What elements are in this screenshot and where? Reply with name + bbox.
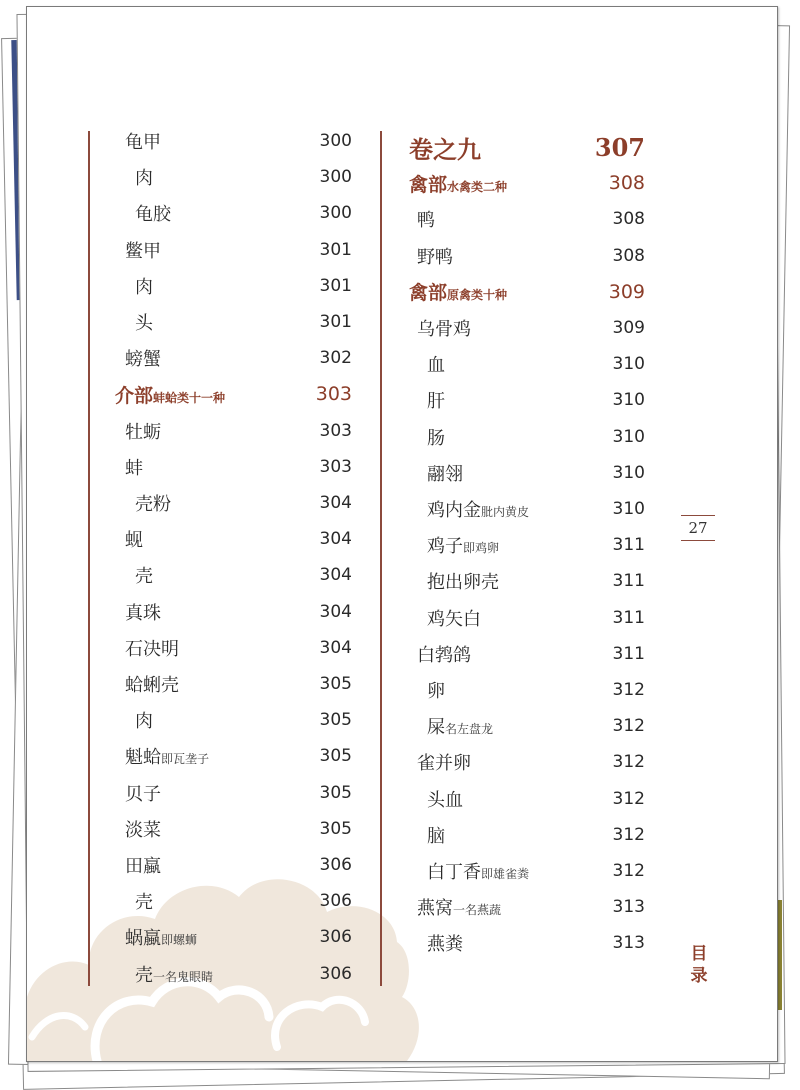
toc-entry-title: 雀并卵: [417, 753, 471, 775]
toc-entry: [135, 883, 352, 919]
toc-entry-title: 翮翎: [427, 463, 463, 485]
page-number-rule-bottom: [681, 540, 715, 541]
toc-entry-title: 禽部: [409, 282, 448, 305]
toc-entry-note: 一名燕蔬: [453, 903, 502, 918]
toc-entry-label: [409, 170, 507, 197]
toc-page-number: 306: [319, 927, 352, 948]
toc-page-number: 304: [319, 493, 352, 513]
toc-entry-label: [115, 381, 225, 408]
toc-entry-label: [427, 713, 493, 739]
toc-entry: [427, 455, 645, 491]
toc-page: [26, 6, 778, 1062]
toc-entry: [417, 744, 645, 780]
toc-entry: [125, 630, 352, 666]
toc-entry-title: 贝子: [125, 783, 161, 805]
toc-entry: [125, 340, 352, 376]
toc-entry-title: 蛤蜊壳: [125, 675, 179, 696]
toc-entry-label: [417, 206, 435, 232]
toc-entry-label: [125, 237, 161, 263]
toc-entry-note: 蚌蛤类十一种: [153, 390, 226, 405]
toc-entry-label: [427, 605, 481, 631]
toc-page-number: 304: [319, 601, 352, 622]
toc-entry: [125, 594, 352, 630]
toc-entry-title: 燕窝: [417, 898, 453, 920]
toc-page-number: 302: [319, 348, 352, 369]
toc-page-number: 300: [319, 167, 352, 188]
toc-entry: [427, 491, 645, 527]
toc-entry: [125, 449, 352, 485]
toc-entry-label: [125, 635, 179, 661]
toc-entry-label: [427, 786, 463, 812]
toc-entry-label: [427, 930, 463, 956]
toc-page-number: 311: [612, 571, 645, 592]
toc-entry-label: [427, 677, 445, 703]
toc-entry-title: 壳: [135, 892, 153, 914]
toc-entry-title: 鸡内金: [427, 500, 481, 521]
toc-page-number: 312: [612, 824, 645, 845]
toc-entry: [125, 413, 352, 449]
toc-page-number: 310: [612, 462, 645, 483]
toc-entry-label: [427, 460, 463, 486]
toc-entry-title: 卷之九: [409, 134, 481, 164]
toc-entry-title: 脑: [427, 825, 445, 847]
toc-entry-note: 一名鬼眼睛: [153, 969, 214, 984]
toc-entry-label: [417, 749, 471, 775]
toc-entry-note: 即雄雀粪: [481, 867, 530, 881]
toc-entry-label: [135, 164, 153, 190]
toc-entry-title: 介部: [115, 384, 154, 407]
toc-entry: [125, 738, 352, 774]
toc-page-number: 304: [319, 637, 352, 658]
toc-entry-title: 壳: [135, 566, 153, 588]
toc-entry-title: 肠: [427, 427, 445, 449]
toc-page-number: 301: [319, 312, 352, 332]
toc-entry-title: 淡菜: [125, 819, 161, 841]
toc-entry-title: 龟胶: [135, 204, 171, 226]
toc-entry-label: [125, 526, 143, 552]
toc-entry-label: [409, 130, 481, 165]
toc-entry-title: 肉: [135, 168, 153, 190]
toc-entry-label: [135, 490, 171, 516]
toc-entry: [427, 346, 645, 382]
toc-entry: [417, 238, 645, 274]
toc-entry-label: [427, 568, 499, 594]
toc-page-number: 308: [612, 209, 645, 230]
toc-entry-label: [125, 780, 161, 806]
toc-entry: [135, 268, 352, 304]
toc-page-number: 310: [612, 426, 645, 447]
toc-page-number: 308: [608, 172, 645, 195]
toc-entry-label: [135, 562, 153, 588]
toc-entry-title: 肉: [135, 711, 153, 733]
toc-entry-title: 蚌: [125, 457, 143, 479]
toc-entry-note: 水禽类二种: [447, 179, 508, 194]
toc-section-heading: [115, 376, 352, 412]
toc-entry-title: 白鹁鸽: [417, 644, 471, 666]
toc-entry: [135, 485, 352, 521]
toc-entry: [427, 853, 645, 889]
toc-page-number: 301: [319, 239, 352, 260]
toc-entry-label: [125, 852, 161, 878]
toc-entry: [427, 527, 645, 563]
toc-entry: [427, 781, 645, 817]
toc-page-number: 306: [319, 963, 352, 984]
toc-entry-label: [135, 961, 213, 987]
toc-entry-title: 抱出卵壳: [427, 572, 499, 594]
toc-entry-label: [417, 315, 471, 341]
toc-entry: [427, 925, 645, 961]
toc-entry: [427, 419, 645, 455]
toc-page-number: 306: [319, 855, 352, 875]
toc-entry: [417, 310, 645, 346]
page-number: 27: [688, 519, 708, 537]
toc-entry-label: [427, 822, 445, 848]
toc-entry-title: 燕粪: [427, 934, 463, 956]
toc-entry-label: [125, 671, 179, 697]
toc-entry-title: 石决明: [125, 638, 179, 660]
toc-entry-label: [125, 454, 143, 480]
toc-page-number: 312: [612, 788, 645, 809]
toc-entry-label: [427, 532, 499, 558]
toc-page-number: 306: [319, 891, 352, 912]
toc-page-number: 308: [612, 245, 645, 266]
toc-entry-label: [125, 599, 161, 625]
toc-entry-title: 壳: [135, 964, 153, 986]
toc-page-number: 309: [612, 318, 645, 338]
toc-page-number: 310: [612, 390, 645, 411]
toc-entry-title: 禽部: [409, 173, 448, 196]
toc-entry-title: 肝: [427, 391, 445, 413]
toc-entry-label: [427, 387, 445, 413]
toc-entry-title: 肉: [135, 276, 153, 298]
toc-section-heading: [409, 165, 645, 201]
toc-entry: [125, 811, 352, 847]
toc-page-number: 303: [319, 420, 352, 441]
toc-page-number: 312: [612, 680, 645, 700]
toc-page-number: 313: [612, 897, 645, 918]
toc-entry-title: 田蠃: [125, 856, 161, 877]
toc-page-number: 310: [612, 354, 645, 375]
toc-page-number: 304: [319, 565, 352, 586]
toc-page-number: 305: [319, 710, 352, 731]
toc-entry-note: 名左盘龙: [445, 722, 494, 737]
toc-entry: [135, 956, 352, 992]
toc-entry-note: 原禽类十种: [447, 288, 508, 303]
toc-page-number: 312: [612, 752, 645, 773]
toc-entry: [135, 702, 352, 738]
toc-entry-label: [125, 418, 161, 444]
toc-entry-note: 肶内黄皮: [481, 505, 530, 519]
toc-page-number: 307: [594, 132, 645, 162]
toc-entry: [427, 600, 645, 636]
toc-entry: [417, 636, 645, 672]
toc-entry-label: [135, 273, 153, 299]
toc-page-number: 312: [612, 861, 645, 881]
toc-page-number: 300: [319, 203, 352, 224]
page-number-box: [681, 515, 715, 541]
toc-entry-title: 乌骨鸡: [417, 319, 471, 340]
toc-entry-label: [417, 243, 453, 269]
toc-entry-title: 野鸭: [417, 246, 453, 268]
toc-entry: [135, 195, 352, 231]
toc-entry-label: [125, 128, 161, 154]
toc-page-number: 305: [319, 746, 352, 767]
toc-entry: [125, 666, 352, 702]
toc-entry-title: 壳粉: [135, 494, 171, 515]
toc-entry: [125, 919, 352, 955]
toc-entry: [417, 201, 645, 237]
toc-entry-title: 蚬: [125, 530, 143, 552]
toc-entry-note: 即瓦垄子: [161, 752, 210, 767]
toc-entry-title: 头: [135, 313, 153, 334]
toc-page-number: 305: [319, 818, 352, 839]
toc-entry-title: 螃蟹: [125, 349, 161, 371]
toc-entry: [125, 521, 352, 557]
side-section-label: [687, 943, 711, 987]
toc-page-number: 301: [319, 275, 352, 296]
toc-entry-label: [427, 424, 445, 450]
toc-entry: [125, 775, 352, 811]
toc-entry-title: 龟甲: [125, 132, 161, 153]
toc-page-number: 312: [612, 716, 645, 737]
toc-entry-title: 鸡子: [427, 536, 463, 558]
toc-entry-label: [125, 924, 197, 950]
toc-entry-label: [417, 641, 471, 667]
toc-entry-label: [125, 345, 161, 371]
toc-entry-title: 血: [427, 355, 445, 377]
toc-page-number: 310: [612, 499, 645, 519]
toc-entry: [427, 563, 645, 599]
toc-entry-label: [135, 888, 153, 914]
toc-entry-title: 卵: [427, 681, 445, 702]
toc-entry: [427, 817, 645, 853]
toc-entry: [427, 708, 645, 744]
toc-page-number: 305: [319, 674, 352, 694]
toc-entry-label: [427, 858, 529, 884]
left-column-rule: [88, 131, 90, 986]
toc-page-number: 303: [319, 456, 352, 477]
toc-entry-label: [427, 351, 445, 377]
side-label-char: 录: [690, 966, 708, 986]
toc-entry-note: 即螺蛳: [161, 933, 198, 948]
toc-entry-title: 头血: [427, 789, 463, 811]
toc-entry-label: [125, 743, 209, 769]
toc-page-number: 305: [319, 782, 352, 803]
toc-entry-title: 鸡矢白: [427, 608, 481, 630]
toc-entry-label: [125, 816, 161, 842]
toc-page-number: 300: [319, 131, 352, 151]
toc-entry-title: 鸭: [417, 210, 435, 232]
toc-entry-title: 牡蛎: [125, 421, 161, 443]
toc-entry: [427, 382, 645, 418]
toc-page-number: 313: [612, 933, 645, 954]
toc-entry-title: 蜗蠃: [125, 928, 161, 950]
toc-page-number: 304: [319, 529, 352, 550]
right-column-rule: [380, 131, 382, 986]
toc-entry: [125, 123, 352, 159]
toc-entry-label: [135, 200, 171, 226]
toc-page-number: 311: [612, 607, 645, 628]
toc-entry: [125, 847, 352, 883]
toc-page-number: 311: [612, 535, 645, 556]
toc-entry-title: 魁蛤: [125, 747, 161, 769]
toc-entry-title: 鳖甲: [125, 240, 161, 262]
toc-entry: [125, 232, 352, 268]
toc-entry-title: 屎: [427, 717, 445, 739]
toc-page-number: 309: [608, 280, 645, 303]
toc-entry-title: 白丁香: [427, 862, 481, 883]
toc-entry-note: 即鸡卵: [463, 541, 500, 556]
toc-entry-label: [417, 894, 501, 920]
toc-entry: [135, 159, 352, 195]
side-label-char: 目: [690, 944, 708, 964]
toc-section-heading: [409, 274, 645, 310]
toc-entry: [427, 672, 645, 708]
toc-page-number: 303: [315, 383, 352, 406]
toc-entry-label: [135, 309, 153, 335]
toc-entry-label: [409, 278, 507, 305]
toc-entry: [417, 889, 645, 925]
toc-page-number: 311: [612, 643, 645, 664]
toc-entry: [135, 304, 352, 340]
toc-volume-heading: [409, 129, 645, 165]
toc-entry-title: 真珠: [125, 602, 161, 624]
toc-entry-label: [427, 496, 529, 522]
toc-entry-label: [135, 707, 153, 733]
toc-entry: [135, 557, 352, 593]
